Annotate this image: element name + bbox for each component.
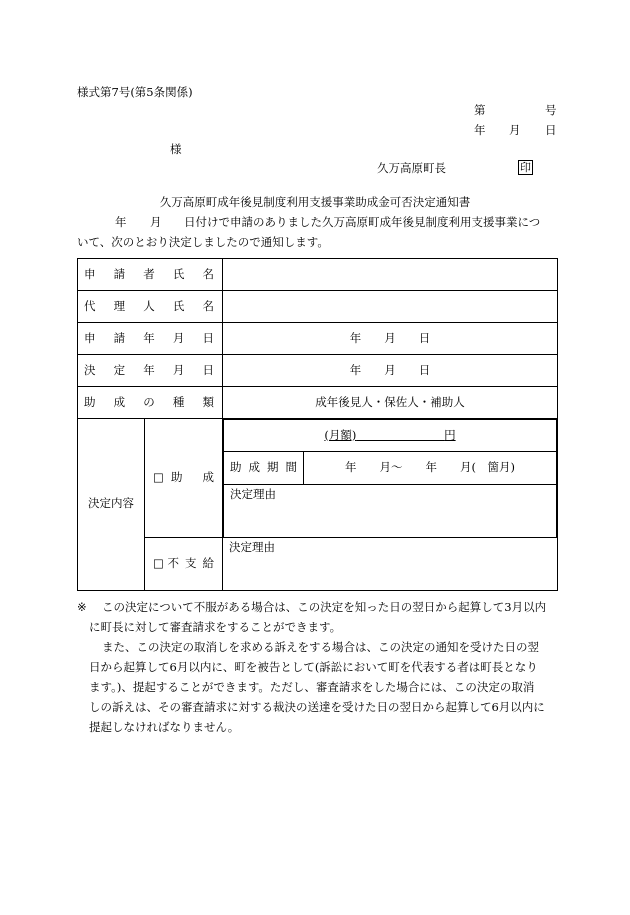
non-payment-row (78, 537, 558, 590)
applicant-name-label: 申 請 者 氏 名 (78, 259, 223, 291)
grant-type-row (78, 387, 558, 419)
seal-mark: 印 (520, 161, 531, 174)
issuer-name: 久万高原町長 (377, 161, 446, 175)
decision-date-label: 決 定 年 月 日 (78, 355, 223, 387)
note-line-4: 日から起算して6月以内に、町を被告として(訴訟において町を代表する者は町長となり (89, 660, 538, 674)
note-line-2: に町長に対して審査請求をすることができます。 (89, 620, 342, 634)
application-date-label: 申 請 年 月 日 (78, 323, 223, 355)
application-date-row (78, 323, 558, 355)
note-line-7: 提起しなければなりません。 (89, 720, 240, 734)
grant-type-value: 成年後見人・保佐人・補助人 (223, 387, 558, 419)
non-payment-reason-field[interactable]: 決定理由 (223, 537, 558, 590)
intro-text-line2: いて、次のとおり決定しましたので通知します。 (77, 235, 329, 249)
intro-year: 年 (115, 215, 127, 229)
intro-month: 月 (150, 215, 162, 229)
grant-period-label: 助 成 期 間 (224, 452, 304, 484)
document-title: 久万高原町成年後見制度利用支援事業助成金可否決定通知書 (159, 195, 471, 209)
decision-table (77, 258, 558, 591)
note-line-1: この決定について不服がある場合は、この決定を知った日の翌日から起算して3月以内 (102, 600, 547, 614)
note-line-5: ます。)、提起することができます。ただし、審査請求をした場合には、この決定の取消 (89, 680, 535, 694)
applicant-name-row (78, 259, 558, 291)
note-line-6: しの訴えは、その審査請求に対する裁決の送達を受けた日の翌日から起算して6月以内に (89, 700, 545, 714)
grant-type-label: 助 成 の 種 類 (78, 387, 223, 419)
date-month: 月 (509, 123, 521, 137)
monthly-amount-field[interactable]: (月額) 円 (224, 420, 557, 452)
grant-option[interactable]: □ 助 成 (145, 419, 223, 538)
agent-name-field[interactable] (223, 291, 558, 323)
grant-period-value: 年 月～ 年 月( 箇月) (345, 460, 515, 475)
recipient-suffix: 様 (170, 142, 182, 156)
grant-period-field[interactable] (224, 452, 557, 485)
applicant-name-field[interactable] (223, 259, 558, 291)
grant-checkbox[interactable]: □ (153, 469, 164, 484)
agent-name-row (78, 291, 558, 323)
decision-date-row (78, 355, 558, 387)
application-date-field[interactable]: 年 月 日 (223, 323, 558, 355)
note-line-3: また、この決定の取消しを求める訴えをする場合は、この決定の通知を受けた日の翌 (102, 640, 539, 654)
non-payment-checkbox[interactable]: □ (153, 555, 164, 570)
date-day: 日 (545, 123, 557, 137)
non-payment-option[interactable]: □ 不 支 給 (145, 537, 223, 590)
intro-text-line1: 日付けで申請のありました久万高原町成年後見制度利用支援事業につ (184, 215, 541, 229)
decision-content-label: 決定内容 (78, 419, 145, 591)
note-mark: ※ (77, 600, 87, 614)
grant-details (223, 419, 558, 538)
grant-reason-field[interactable]: 決定理由 (224, 485, 557, 537)
document-number-suffix: 号 (545, 103, 557, 117)
decision-date-field[interactable]: 年 月 日 (223, 355, 558, 387)
date-year: 年 (474, 123, 486, 137)
agent-name-label: 代 理 人 氏 名 (78, 291, 223, 323)
document-number-prefix: 第 (474, 103, 486, 117)
grant-row (78, 419, 558, 538)
form-number: 様式第7号(第5条関係) (77, 85, 193, 99)
